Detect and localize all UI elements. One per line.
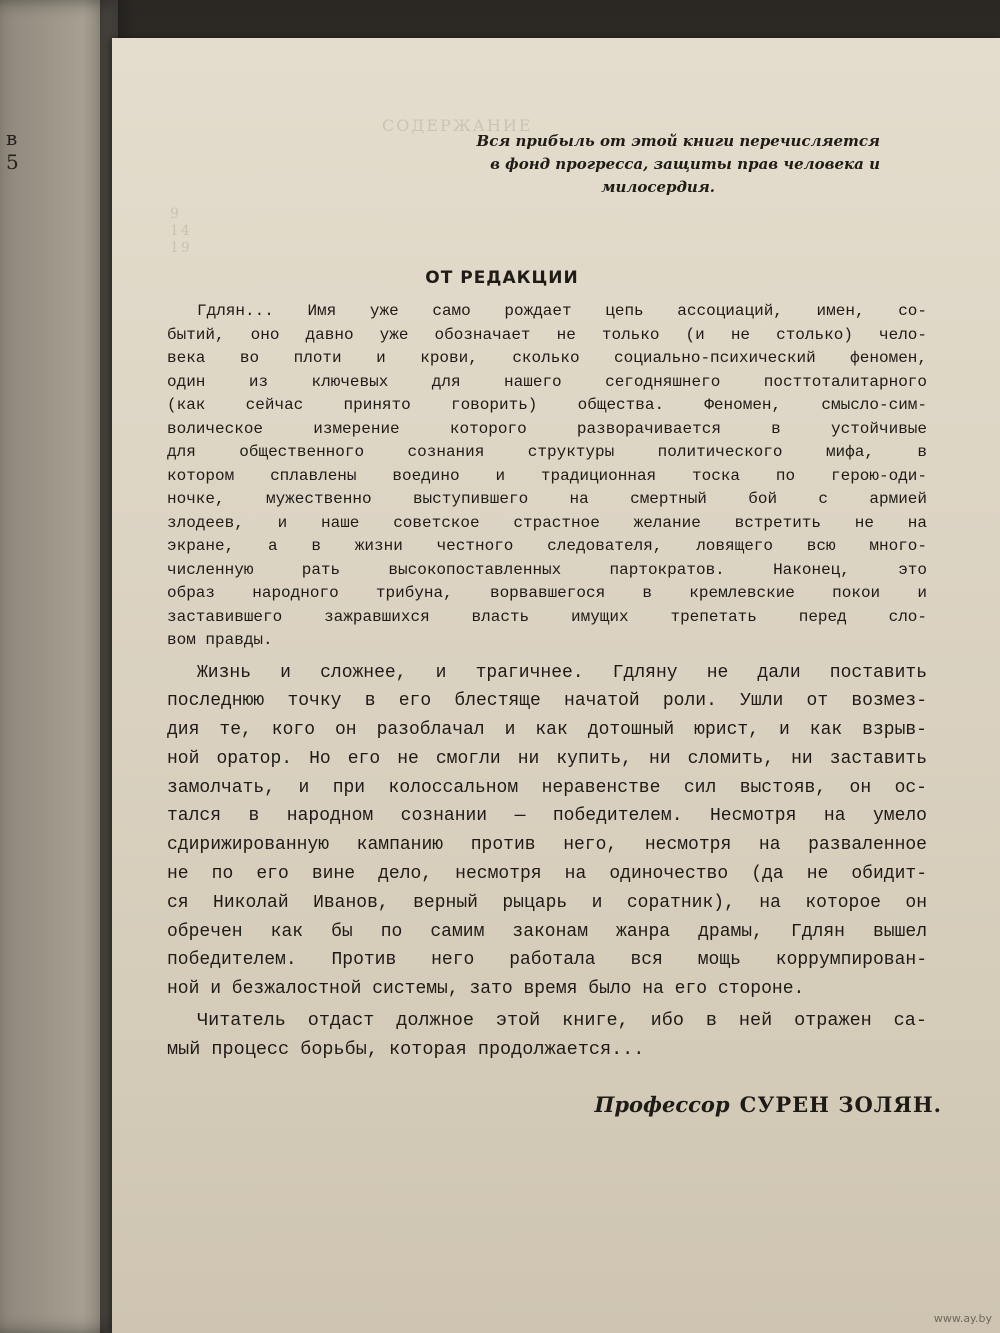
- text-line: последнюю точку в его блестяще начатой роли. Ушли от возмез-: [167, 691, 927, 712]
- left-page-fragment: 5: [6, 150, 19, 174]
- text-line: мый процесс борьбы, которая продолжается...: [167, 1039, 645, 1061]
- text-line: волическое измерение которого разворачивается в устойчивые: [167, 419, 927, 438]
- text-line: ной и безжалостной системы, зато время было на его стороне.: [167, 979, 805, 1000]
- text-line: Гдлян... Имя уже само рождает цепь ассоциаций, имен, со-: [197, 302, 927, 320]
- notice-line: милосердия.: [601, 178, 715, 196]
- text-line: ной оратор. Но его не смогли ни купить, ни сломить, ни заставить: [167, 748, 927, 769]
- text-line: численную рать высокопоставленных партократов. Наконец, это: [167, 560, 927, 579]
- notice-line: Вся прибыль от этой книги перечисляется: [476, 132, 880, 150]
- left-page-fragment: в: [6, 126, 18, 150]
- paragraph-3: [167, 1006, 927, 1064]
- text-line: ся Николай Иванов, верный рыцарь и соратник), на которое он: [167, 892, 927, 913]
- text-line: дия те, кого он разоблачал и как дотошный юрист, и как взрыв-: [167, 720, 927, 741]
- text-line: котором сплавлены воедино и традиционная тоска по герою-оди-: [167, 466, 927, 485]
- text-line: (как сейчас принято говорить) общества. Феномен, смысло-сим-: [167, 396, 927, 414]
- text-line: бытий, оно давно уже обозначает не только (и не столько) чело-: [167, 325, 927, 344]
- page-heading: ОТ РЕДАКЦИИ: [425, 268, 579, 288]
- profit-notice: [360, 130, 880, 199]
- text-line: экране, а в жизни честного следователя, ловящего всю много-: [167, 537, 927, 555]
- signature-name: СУРЕН ЗОЛЯН.: [739, 1092, 942, 1117]
- text-line: не по его вине дело, несмотря на одиночество (да не обидит-: [167, 864, 927, 885]
- text-line: тался в народном сознании — победителем. Несмотря на умело: [167, 806, 927, 827]
- bleed-through-numbers: 9 14 19: [170, 206, 192, 256]
- text-line: сдирижированную кампанию против него, несмотря на разваленное: [167, 835, 927, 856]
- text-line: образ народного трибуна, ворвавшегося в кремлевские покои и: [167, 584, 927, 602]
- text-line: ночке, мужественно выступившего на смертный бой с армией: [167, 490, 927, 508]
- paragraph-1: [167, 300, 927, 653]
- site-watermark: www.ay.by: [933, 1312, 992, 1325]
- notice-line: в фонд прогресса, защиты прав человека и: [490, 155, 880, 173]
- text-line: века во плоти и крови, сколько социально-психический феномен,: [167, 349, 927, 367]
- text-line: злодеев, и наше советское страстное желание встретить не на: [167, 513, 927, 532]
- editorial-text: [167, 300, 927, 1064]
- bleed-through-text: СОДЕРЖАНИЕ: [382, 116, 533, 135]
- text-line: победителем. Против него работала вся мощь коррумпирован-: [167, 950, 927, 971]
- signature-role: Профессор: [594, 1092, 730, 1117]
- text-line: вом правды.: [167, 631, 273, 649]
- text-line: для общественного сознания структуры политического мифа, в: [167, 443, 927, 461]
- text-line: замолчать, и при колоссальном неравенстве сил выстояв, он ос-: [167, 777, 927, 798]
- text-line: заставившего зажравшихся власть имущих трепетать перед сло-: [167, 607, 927, 626]
- text-line: Читатель отдаст должное этой книге, ибо в ней отражен са-: [197, 1010, 927, 1032]
- text-line: Жизнь и сложнее, и трагичнее. Гдляну не дали поставить: [197, 662, 927, 683]
- author-signature: [512, 1092, 942, 1117]
- text-line: один из ключевых для нашего сегодняшнего посттоталитарного: [167, 372, 927, 391]
- paragraph-2: [167, 659, 927, 1005]
- text-line: обречен как бы по самим законам жанра драмы, Гдлян вышел: [167, 921, 927, 942]
- book-page: [112, 38, 1000, 1333]
